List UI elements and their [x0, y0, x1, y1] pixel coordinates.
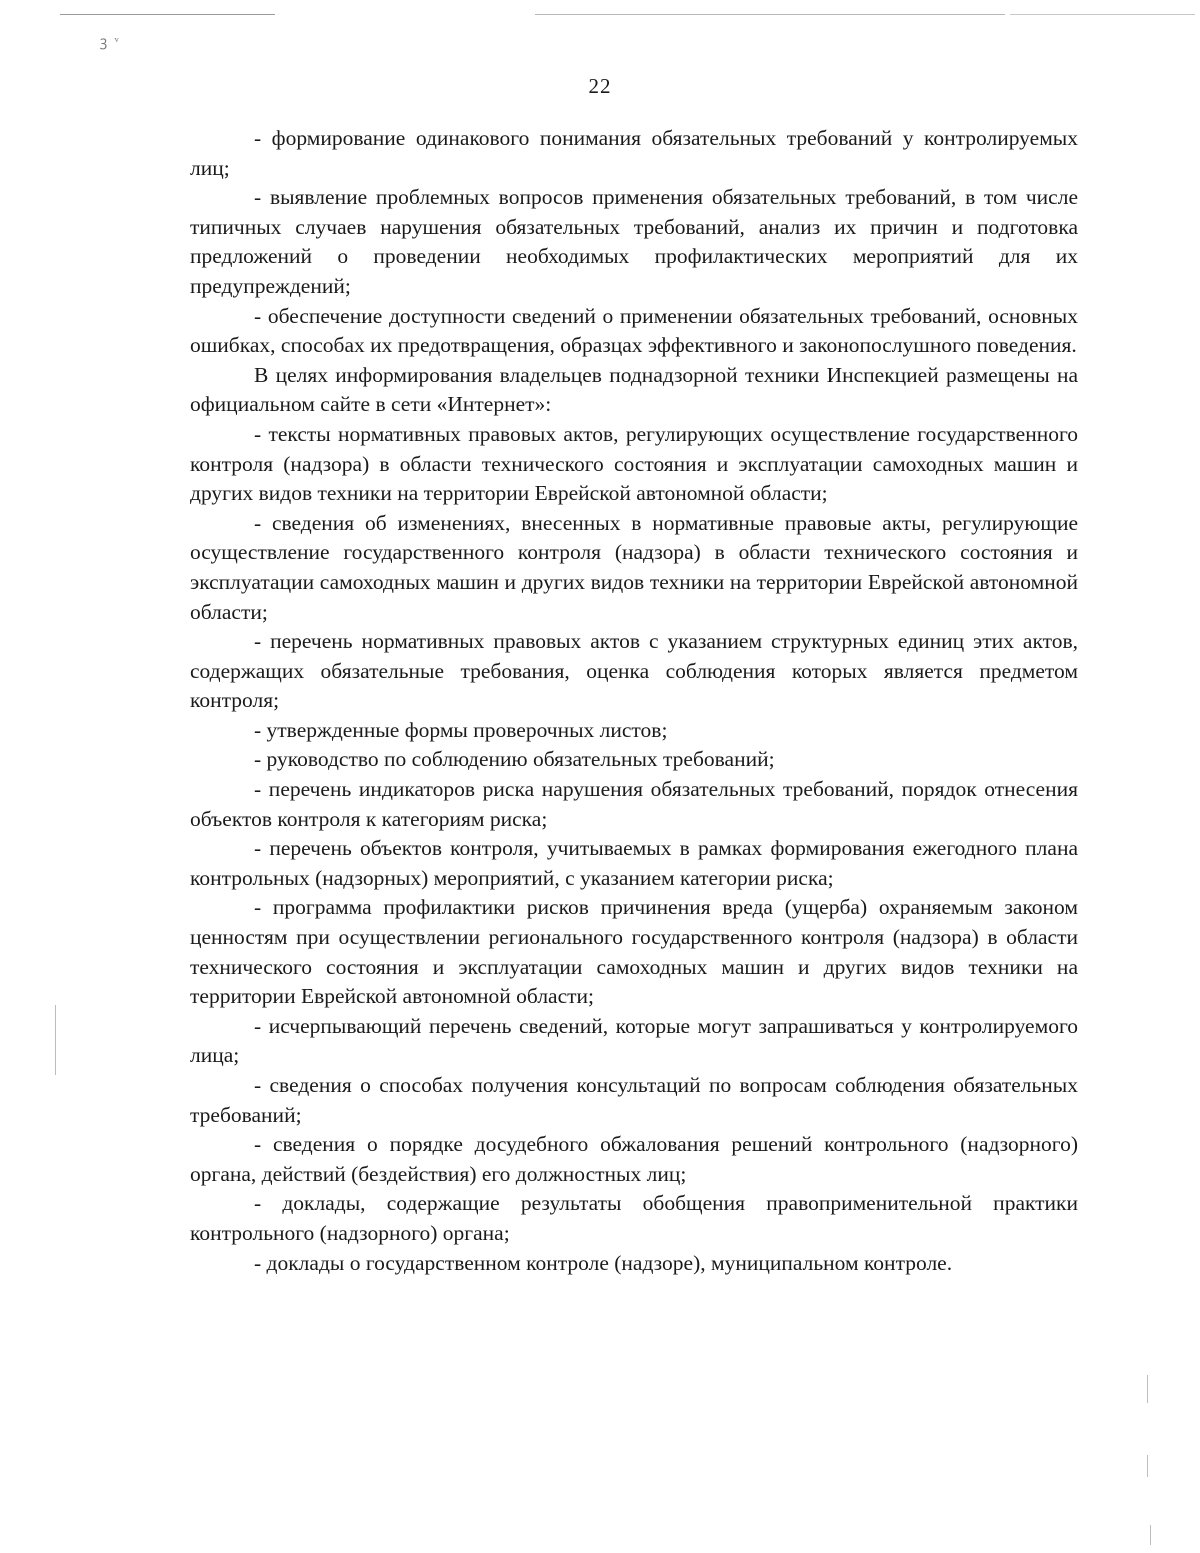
scan-artifact-mark	[1147, 1375, 1148, 1403]
paragraph: - руководство по соблюдению обязательных требований;	[254, 747, 775, 772]
paragraph: - доклады о государственном контроле (надзоре), муниципальном контроле.	[254, 1250, 953, 1275]
paragraph: - доклады, содержащие результаты обобщения правоприменительной практики контрольного (надзорного) органа;	[190, 1191, 1078, 1245]
scan-artifact-line	[60, 14, 275, 15]
paragraph: - перечень нормативных правовых актов с указанием структурных единиц этих актов, содержащих обязательные требования, оценка соблюдения которых является предметом контроля;	[190, 629, 1078, 713]
paragraph: - перечень индикаторов риска нарушения обязательных требований, порядок отнесения объектов контроля к категориям риска;	[190, 777, 1078, 831]
body-text	[190, 124, 1078, 1278]
paragraph: - перечень объектов контроля, учитываемых в рамках формирования ежегодного плана контрольных (надзорных) мероприятий, с указанием категории риска;	[190, 836, 1078, 890]
scan-artifact-line	[535, 14, 1005, 15]
paragraph: - формирование одинакового понимания обязательных требований у контролируемых лиц;	[190, 126, 1078, 180]
paragraph: - сведения об изменениях, внесенных в нормативные правовые акты, регулирующие осуществление государственного контроля (надзора) в области технического состояния и эксплуатации самоходных машин и других видов техники на территории Еврейской автономной области;	[190, 510, 1078, 624]
paragraph: В целях информирования владельцев поднадзорной техники Инспекцией размещены на официальном сайте в сети «Интернет»:	[190, 362, 1078, 417]
paragraph: - программа профилактики рисков причинения вреда (ущерба) охраняемым законом ценностям при осуществлении регионального государственного контроля (надзора) в области технического состояния и эксплуатации самоходных машин и других видов техники на территории Еврейской автономной области;	[190, 895, 1078, 1009]
paragraph: - исчерпывающий перечень сведений, которые могут запрашиваться у контролируемого лица;	[190, 1013, 1078, 1068]
paragraph: - утвержденные формы проверочных листов;	[254, 717, 668, 742]
paragraph: - тексты нормативных правовых актов, регулирующих осуществление государственного контроля (надзора) в области технического состояния и эксплуатации самоходных машин и других видов техники на территории Еврейской автономной области;	[190, 421, 1078, 506]
scan-artifact-mark	[1150, 1525, 1151, 1545]
scan-artifact-line	[1010, 14, 1195, 15]
scan-speck: ꝫ ᵛ	[100, 35, 121, 50]
paragraph: - выявление проблемных вопросов применения обязательных требований, в том числе типичных случаев нарушения обязательных требований, анализ их причин и подготовка предложений о проведении необходимых профилактических мероприятий для их предупреждений;	[190, 185, 1078, 298]
paragraph: - обеспечение доступности сведений о применении обязательных требований, основных ошибках, способах их предотвращения, образцах эффективного и законопослушного поведения.	[190, 303, 1078, 358]
page-number: 22	[588, 74, 612, 98]
paragraph: - сведения о способах получения консультаций по вопросам соблюдения обязательных требований;	[190, 1073, 1078, 1127]
scan-artifact-mark	[1147, 1455, 1148, 1477]
scan-artifact-mark	[55, 1005, 56, 1075]
paragraph: - сведения о порядке досудебного обжалования решений контрольного (надзорного) органа, действий (бездействия) его должностных лиц;	[190, 1132, 1078, 1186]
